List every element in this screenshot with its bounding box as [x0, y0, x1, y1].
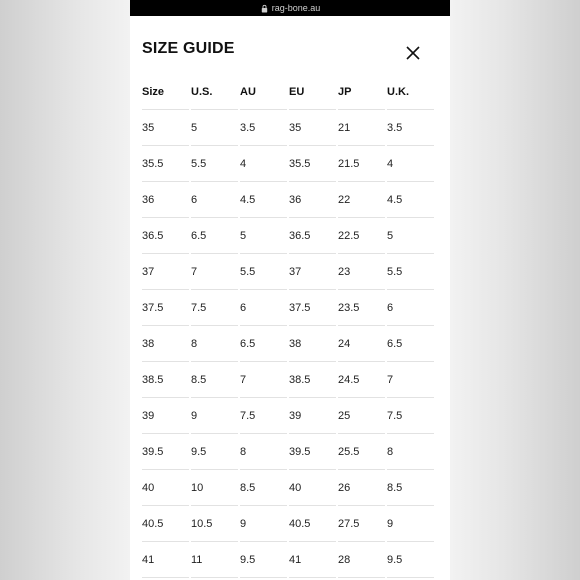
table-cell-eu: 40.5 [289, 506, 338, 542]
table-cell-eu: 38.5 [289, 362, 338, 398]
table-cell-size: 37 [142, 254, 191, 290]
table-row [142, 470, 437, 506]
table-cell-size: 39 [142, 398, 191, 434]
table-cell-uk: 8 [387, 434, 436, 470]
table-row [142, 398, 437, 434]
table-row [142, 434, 437, 470]
table-cell-eu: 36.5 [289, 218, 338, 254]
table-cell-jp: 22 [338, 182, 387, 218]
table-cell-jp: 23 [338, 254, 387, 290]
table-cell-uk: 9 [387, 506, 436, 542]
table-cell-eu: 35 [289, 110, 338, 146]
table-cell-au: 9 [240, 506, 289, 542]
table-cell-jp: 24 [338, 326, 387, 362]
table-cell-uk: 4.5 [387, 182, 436, 218]
table-row [142, 182, 437, 218]
table-cell-uk: 8.5 [387, 470, 436, 506]
size-table [142, 74, 437, 578]
close-icon[interactable] [404, 44, 422, 62]
table-row [142, 542, 437, 578]
table-cell-size: 38 [142, 326, 191, 362]
table-cell-eu: 39.5 [289, 434, 338, 470]
table-cell-us: 5 [191, 110, 240, 146]
table-cell-us: 6.5 [191, 218, 240, 254]
table-cell-uk: 9.5 [387, 542, 436, 578]
table-cell-uk: 6 [387, 290, 436, 326]
table-cell-size: 35 [142, 110, 191, 146]
modal-title: SIZE GUIDE [142, 40, 235, 57]
table-cell-au: 7 [240, 362, 289, 398]
table-header-row [142, 74, 437, 110]
table-cell-size: 40 [142, 470, 191, 506]
table-cell-size: 37.5 [142, 290, 191, 326]
table-row [142, 218, 437, 254]
table-cell-us: 6 [191, 182, 240, 218]
table-cell-uk: 7.5 [387, 398, 436, 434]
lock-icon [260, 4, 269, 13]
table-cell-us: 5.5 [191, 146, 240, 182]
table-cell-us: 8.5 [191, 362, 240, 398]
table-cell-us: 7 [191, 254, 240, 290]
table-cell-uk: 7 [387, 362, 436, 398]
table-cell-au: 3.5 [240, 110, 289, 146]
table-cell-size: 35.5 [142, 146, 191, 182]
column-header-us: U.S. [191, 74, 240, 110]
table-cell-au: 5 [240, 218, 289, 254]
table-cell-jp: 28 [338, 542, 387, 578]
table-cell-jp: 23.5 [338, 290, 387, 326]
column-header-jp: JP [338, 74, 387, 110]
background-left [0, 0, 130, 580]
table-cell-size: 39.5 [142, 434, 191, 470]
table-cell-jp: 24.5 [338, 362, 387, 398]
table-cell-size: 38.5 [142, 362, 191, 398]
table-cell-us: 7.5 [191, 290, 240, 326]
table-cell-au: 8.5 [240, 470, 289, 506]
table-row [142, 254, 437, 290]
table-cell-au: 9.5 [240, 542, 289, 578]
table-cell-us: 10.5 [191, 506, 240, 542]
table-cell-jp: 25 [338, 398, 387, 434]
table-row [142, 290, 437, 326]
table-cell-jp: 22.5 [338, 218, 387, 254]
table-cell-size: 41 [142, 542, 191, 578]
column-header-au: AU [240, 74, 289, 110]
table-cell-eu: 37.5 [289, 290, 338, 326]
table-cell-uk: 4 [387, 146, 436, 182]
table-cell-eu: 41 [289, 542, 338, 578]
table-cell-uk: 3.5 [387, 110, 436, 146]
table-cell-jp: 21 [338, 110, 387, 146]
table-cell-au: 4.5 [240, 182, 289, 218]
table-cell-eu: 37 [289, 254, 338, 290]
column-header-uk: U.K. [387, 74, 436, 110]
table-cell-au: 6 [240, 290, 289, 326]
table-cell-au: 5.5 [240, 254, 289, 290]
table-cell-us: 9.5 [191, 434, 240, 470]
table-row [142, 506, 437, 542]
table-row [142, 146, 437, 182]
column-header-eu: EU [289, 74, 338, 110]
table-cell-jp: 21.5 [338, 146, 387, 182]
table-cell-eu: 38 [289, 326, 338, 362]
table-cell-uk: 5 [387, 218, 436, 254]
table-cell-uk: 5.5 [387, 254, 436, 290]
background-right [450, 0, 580, 580]
table-cell-eu: 39 [289, 398, 338, 434]
table-cell-eu: 36 [289, 182, 338, 218]
table-cell-size: 36.5 [142, 218, 191, 254]
table-cell-au: 4 [240, 146, 289, 182]
table-row [142, 362, 437, 398]
table-row [142, 326, 437, 362]
browser-url-text: rag-bone.au [271, 3, 321, 13]
table-cell-jp: 26 [338, 470, 387, 506]
table-cell-eu: 35.5 [289, 146, 338, 182]
table-cell-size: 40.5 [142, 506, 191, 542]
browser-url-bar[interactable] [130, 0, 450, 16]
table-cell-jp: 25.5 [338, 434, 387, 470]
table-cell-us: 8 [191, 326, 240, 362]
table-row [142, 110, 437, 146]
column-header-size: Size [142, 74, 191, 110]
table-cell-eu: 40 [289, 470, 338, 506]
table-cell-us: 11 [191, 542, 240, 578]
table-cell-us: 10 [191, 470, 240, 506]
table-cell-size: 36 [142, 182, 191, 218]
table-cell-uk: 6.5 [387, 326, 436, 362]
table-cell-au: 6.5 [240, 326, 289, 362]
table-cell-au: 8 [240, 434, 289, 470]
table-cell-au: 7.5 [240, 398, 289, 434]
table-cell-us: 9 [191, 398, 240, 434]
phone-screen [130, 0, 450, 580]
table-cell-jp: 27.5 [338, 506, 387, 542]
